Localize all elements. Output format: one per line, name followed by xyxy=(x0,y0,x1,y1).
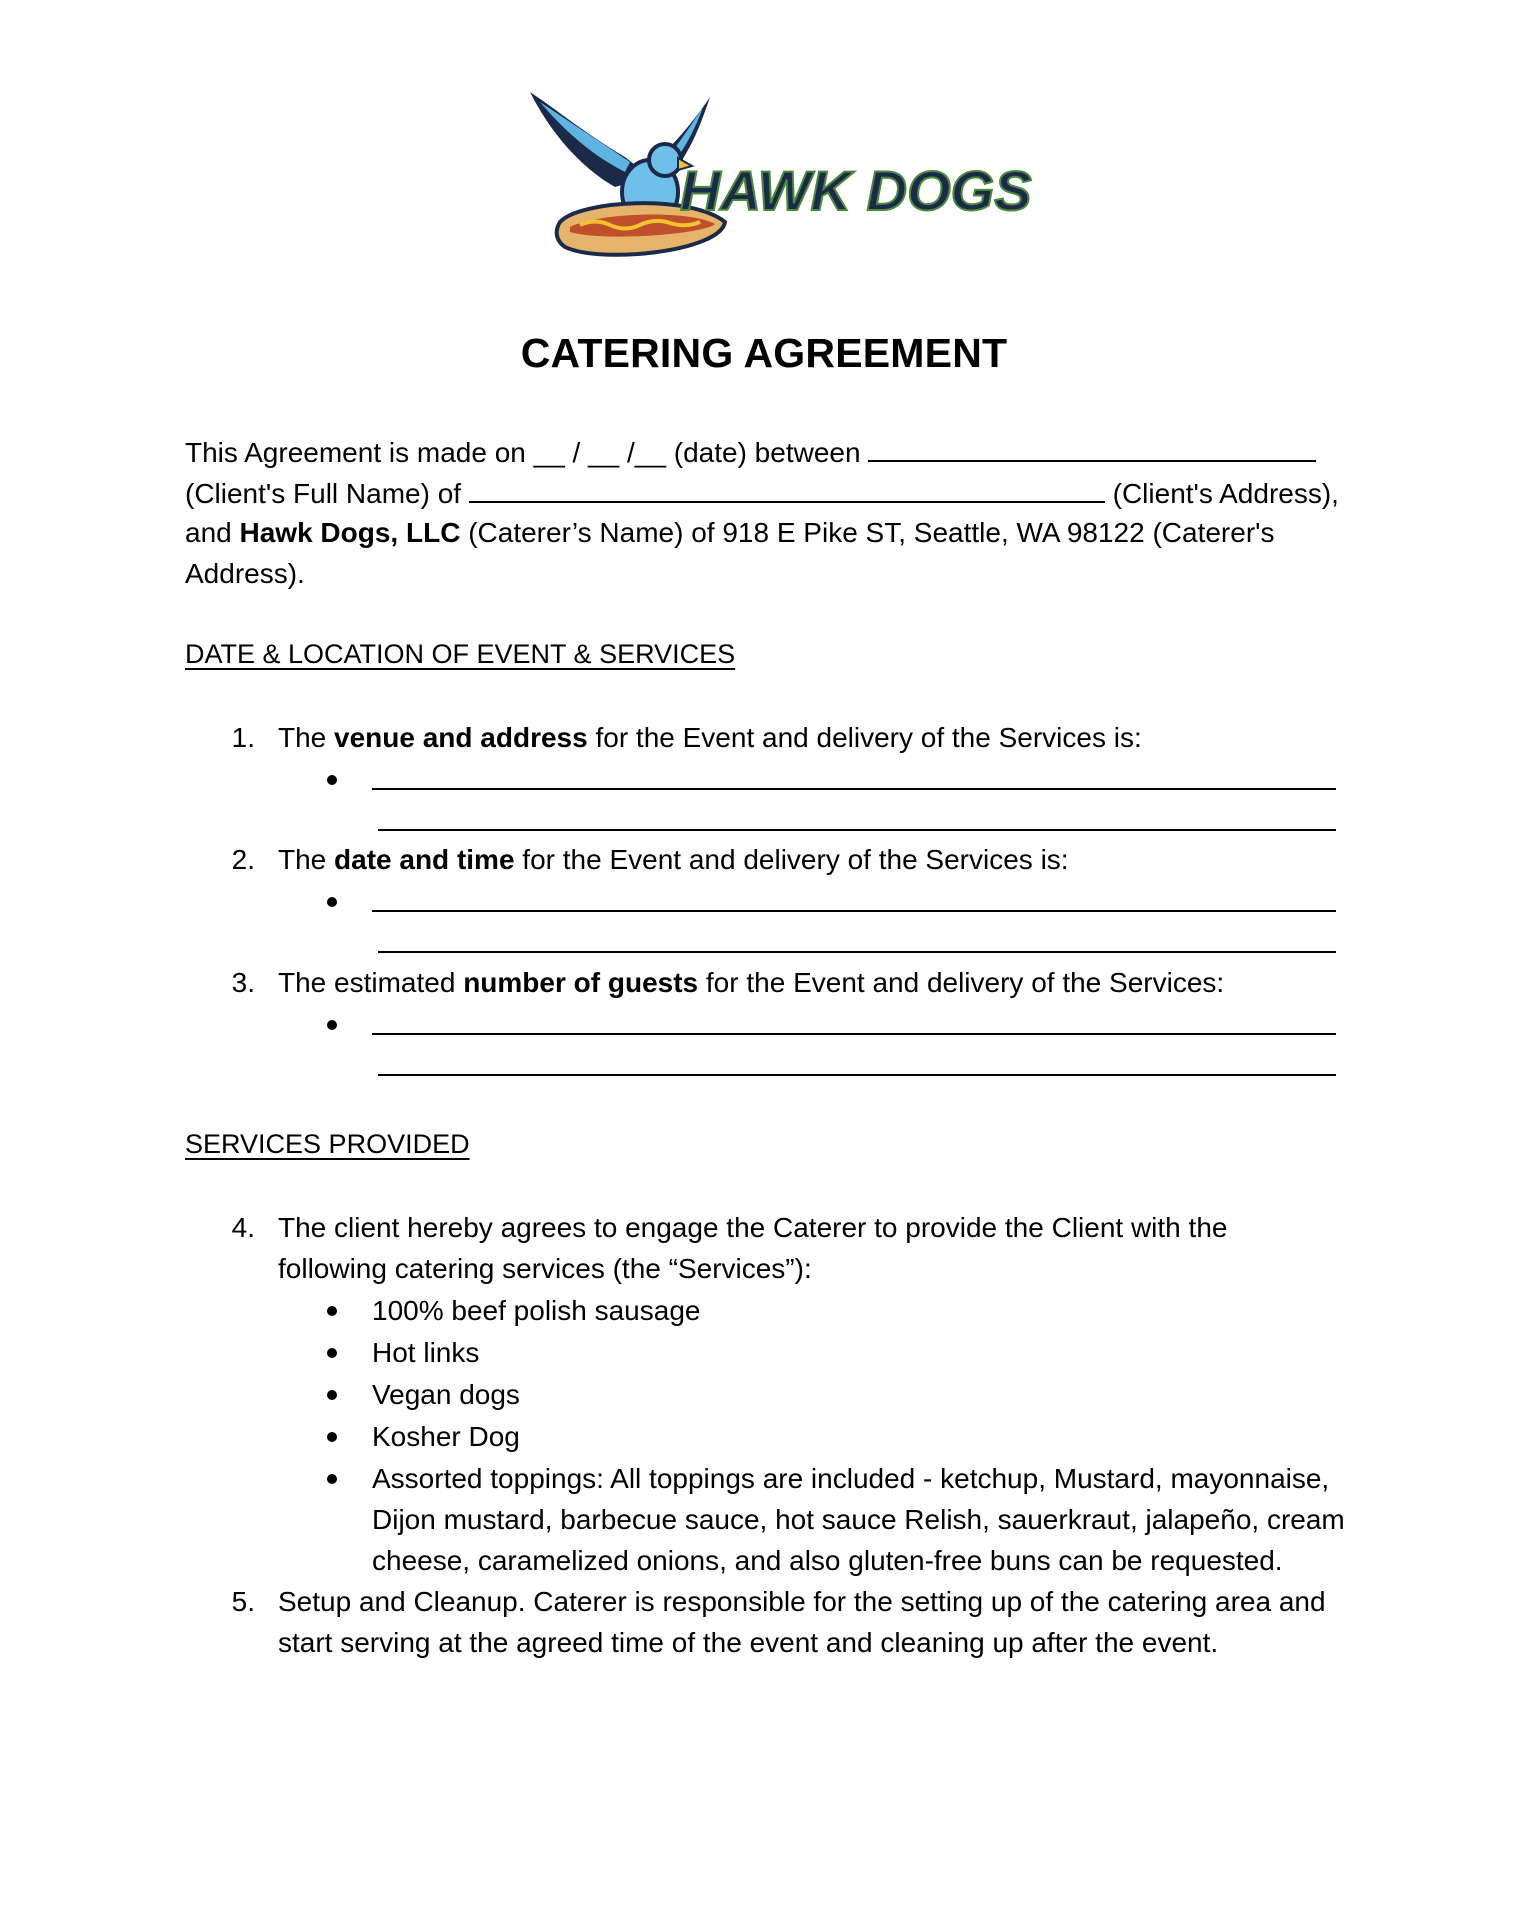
bullet xyxy=(327,1474,337,1484)
item-number: 1. xyxy=(231,722,255,753)
intro-text: (Caterer’s Name) of 918 E Pike ST, Seattle, WA 98122 (Caterer's xyxy=(468,517,1275,548)
intro-text: (date) between xyxy=(673,437,861,468)
section-heading-date-location: DATE & LOCATION OF EVENT & SERVICES xyxy=(185,639,736,669)
caterer-name: Hawk Dogs, LLC xyxy=(239,517,461,548)
hawk-logo-icon xyxy=(520,82,1032,267)
intro-line-3 xyxy=(185,512,1275,553)
guests-field-line-2[interactable] xyxy=(378,1074,1336,1076)
service-item: Vegan dogs xyxy=(372,1379,520,1410)
item-4-line-2: following catering services (the “Services”): xyxy=(278,1253,812,1284)
bullet xyxy=(327,1390,337,1400)
venue-field-line-1[interactable] xyxy=(372,788,1336,790)
item-date-time: The date and time for the Event and delivery of the Services is: xyxy=(278,844,1069,875)
service-item: 100% beef polish sausage xyxy=(372,1295,701,1326)
intro-line-4: Address). xyxy=(185,558,305,589)
item-4-line-1: The client hereby agrees to engage the Caterer to provide the Client with the xyxy=(278,1212,1228,1243)
page-title: CATERING AGREEMENT xyxy=(520,330,1008,376)
item-5-line-2: start serving at the agreed time of the event and cleaning up after the event. xyxy=(278,1627,1219,1658)
client-name-field[interactable] xyxy=(868,430,1316,462)
date-time-field-line-2[interactable] xyxy=(378,951,1336,953)
bullet xyxy=(327,1306,337,1316)
intro-text: (Client's Full Name) of xyxy=(185,478,462,509)
item-venue-address: The venue and address for the Event and delivery of the Services is: xyxy=(278,722,1142,753)
service-item: Kosher Dog xyxy=(372,1421,520,1452)
toppings-line-1: Assorted toppings: All toppings are included - ketchup, Mustard, mayonnaise, xyxy=(372,1463,1330,1494)
client-address-field[interactable] xyxy=(469,471,1105,503)
item-5-line-1: Setup and Cleanup. Caterer is responsible for the setting up of the catering area and xyxy=(278,1586,1326,1617)
section-heading-services-provided: SERVICES PROVIDED xyxy=(185,1129,470,1159)
item-number: 5. xyxy=(231,1586,255,1617)
item-number: 2. xyxy=(231,844,255,875)
intro-text: (Client's Address), xyxy=(1112,478,1339,509)
hawk-dogs-logo xyxy=(520,82,1032,267)
guests-field-line-1[interactable] xyxy=(372,1033,1336,1035)
bullet xyxy=(327,775,337,785)
date-field[interactable]: __ / __ /__ xyxy=(533,437,666,468)
svg-text:HAWK DOGS: HAWK DOGS xyxy=(680,159,1032,222)
intro-line-1 xyxy=(185,430,1316,473)
bullet xyxy=(327,1432,337,1442)
item-number: 3. xyxy=(231,967,255,998)
service-item: Hot links xyxy=(372,1337,480,1368)
item-number-of-guests: The estimated number of guests for the Event and delivery of the Services: xyxy=(278,967,1225,998)
toppings-line-3: cheese, caramelized onions, and also gluten-free buns can be requested. xyxy=(372,1545,1283,1576)
intro-text: and xyxy=(185,517,232,548)
item-number: 4. xyxy=(231,1212,255,1243)
intro-line-2 xyxy=(185,471,1339,514)
toppings-line-2: Dijon mustard, barbecue sauce, hot sauce Relish, sauerkraut, jalapeño, cream xyxy=(372,1504,1345,1535)
intro-text: This Agreement is made on xyxy=(185,437,526,468)
bullet xyxy=(327,1020,337,1030)
venue-field-line-2[interactable] xyxy=(378,829,1336,831)
bullet xyxy=(327,897,337,907)
bullet xyxy=(327,1348,337,1358)
date-time-field-line-1[interactable] xyxy=(372,910,1336,912)
